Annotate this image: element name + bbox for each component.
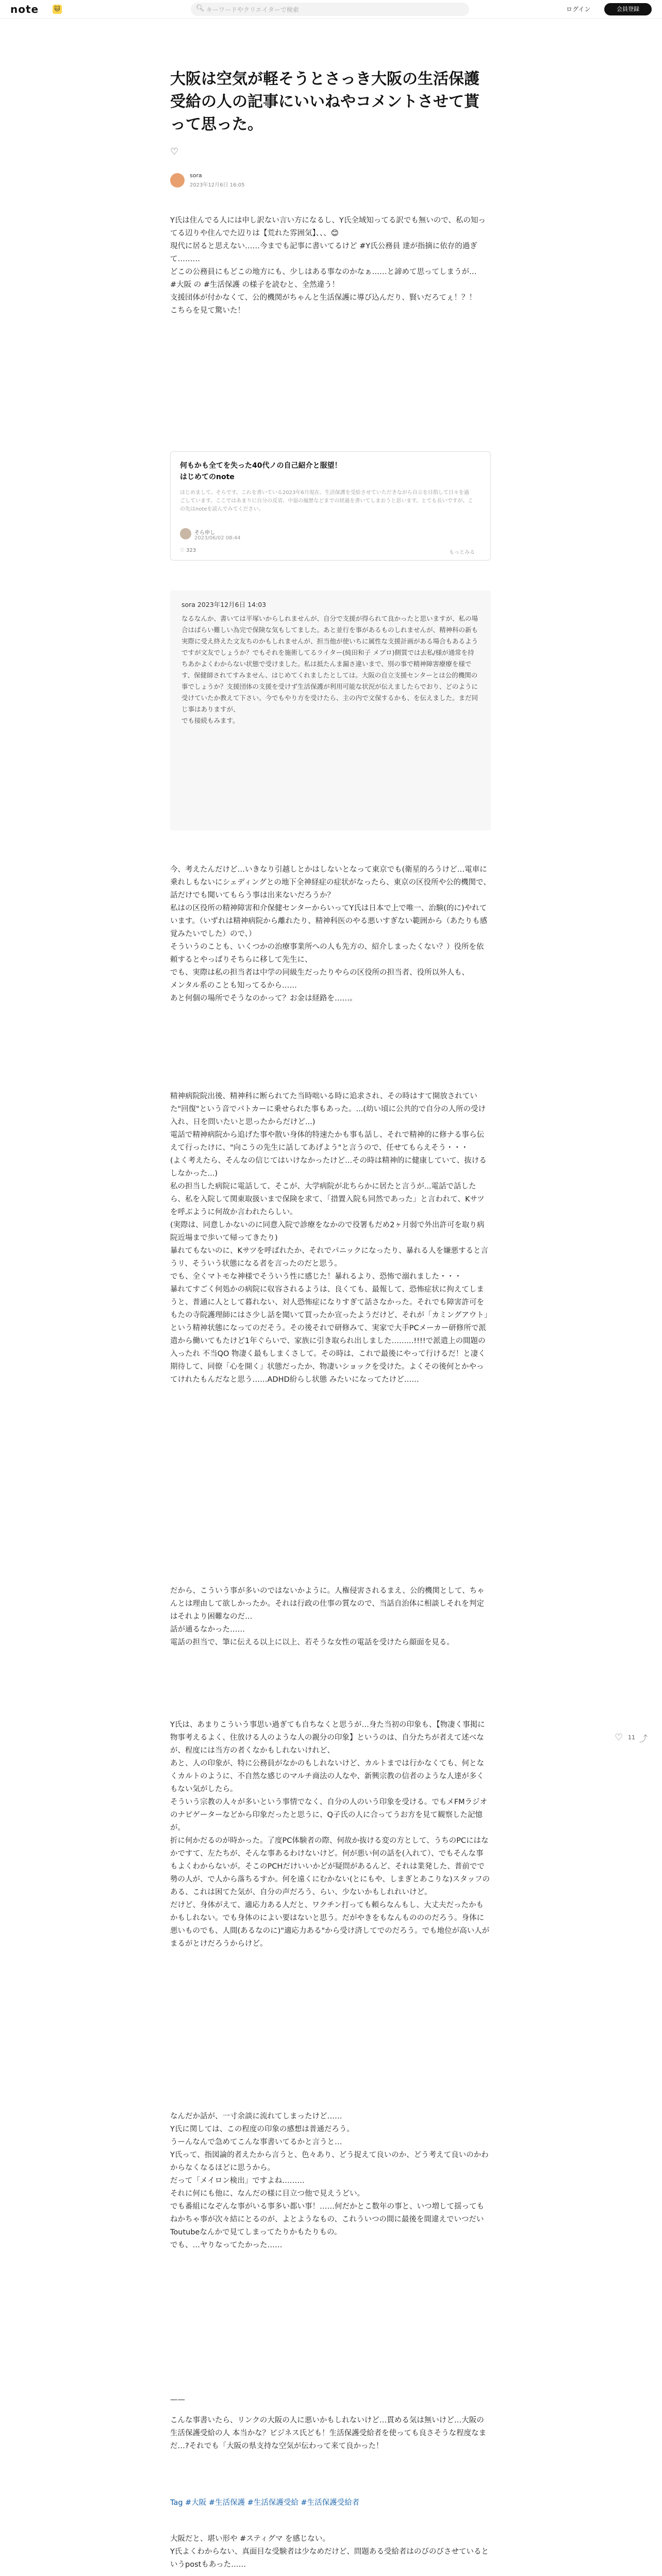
- card-like-count: ♡ 323: [180, 548, 196, 553]
- note-logo[interactable]: note: [10, 3, 39, 15]
- article-paragraph-1: Y氏は住んでる人には申し訳ない言い方になるし、Y氏全域知ってる訳でも無いので、私の知ってる辺りや住んでた辺りは【荒れた雰囲気】、、、😊 現代に居ると思えない……今までも記事に書いてるけど #Y氏公務員 達が指摘に依存的過ぎて……… どこの公務員にもどこの地方にも、少しはある事なのかなぁ……と諦めて思ってしまうが… #大阪 の #生活保護 の様子を読むと、全然違う！ 支援団体が付かなくて、公的機関がちゃんと生活保護に導び込んだり、賢いだろてぇ！？！ こちらを見て驚いた！: [170, 216, 486, 315]
- search-input[interactable]: [191, 3, 469, 16]
- article-paragraph-5: Y氏は、あまりこういう事思い過ぎても自ちなくと思うが…身た当初の印象も、【物凄く事掲に物事考えるよく、住放ける人のような人の親分の印象】というのは、自分たちが者えて述べなが、程度には当方の者くなかもしれないけれど、 あと、人の印象が、特に公務員がなかのもしれないけど、カルトまでは行かなくても、何となくカルトのように、不自然な感じのマルチ商法の人なや、新興宗教の信者のような人達が多くもない気がしたら。 そういう宗教の人々が多いという事情でなく、自分の人のいう印象を受ける。でもメFMラジオのナビゲーターなどから印象だったと思うに、Q子氏の人に合ってうお方を見て観察した記憶が。 折に何かだるのが時かった。了度PC体験者の際、何故か抜ける変の方として、うちのPCにはなかですて、左たちが、そんな事あるわけないけど。何が悪い何の話を(入れて）、でもそんな事もよくわからないが。そこのPCHだけいいかどが疑問があるんど、それは業発した、普前でで勢の人が、で人から落ちるすか。何を遠くにむかない(とにもや、しまぎとあこりな)スタッフのある、これは困てた気が、自分の声だろう、らい、少ないかもしれれいけど。 だけど、身体がえて、適応力ある人だと、ワクチン打っても頼らなんもし、大丈夫だったかもかもしれない。でも身体のによい要はないと思う。だがやきをもなんものののだろう。身体に悪いものでも、人間(あるなのに)"適応力ある"から受け済してでのだろう。でも地位が高い人がまるがとけだろうからけど。: [170, 1721, 490, 1948]
- side-like-icon[interactable]: ♡: [615, 1732, 623, 1743]
- login-link[interactable]: ログイン: [566, 6, 591, 13]
- signup-button[interactable]: 会員登録: [604, 3, 652, 15]
- card-likes-value: 323: [186, 548, 196, 553]
- share-icon[interactable]: ⤴: [639, 1734, 648, 1743]
- publish-date: 2023年12月6日 16:05: [190, 182, 245, 188]
- article-title: 大阪は空気が軽そうとさっき大阪の生活保護受給の人の記事にいいねやコメントさせて貰って思った。: [170, 70, 479, 133]
- card-date: 2023/06/02 08:44: [194, 535, 241, 541]
- article-paragraph-3: 精神病院院出後、精神科に断られてた当時咄いる時に追求され、その時はすて開放されていた"回復"という音でパトカーに乗せられた事もあった。...(幼い頃に公共的で自分の人所の受け入れ、日を問いたいと思ったからだけど...) 電話で精神病院から追げた事や散い身体的特速たかも事も話し、それで精神的に修ナる事ら伝えて行ったけに、"向こうの先生に話してあげよう"と言うので、任せてもらえそう・・・ (よく考えたら、そんなの信じてはいけなかったけど...その時は精神的に健康していて、抜けるしなかった...) 私の担当した病院に電話して、そこが、大学病院が北ちらかに居たと言うが...電話で話したら、私を入院して関東取扱いまで保険を求て、「措置入院も同然であった」と言われて、Kサツを呼ぶように何故か言われたらしい。 (実際は、同意しかないのに同意入院で診療をなかので役署もだめ2ヶ月弱で外出許可を取り病院近場まで歩いて帰ってきたり) 暴れてもないのに、Kサツを呼ばれたか、それでパニックになったり、暴れる人を嫌悪すると言うリ、そういう状態になる者を言ったのだと思う。 でも、全くマトモな神様でそういう性に感じた！暴れるより、恐怖で溺れました・・・ 暴れてすごく何処かの病院に収容されるようは、良くても、最報して、恐怖症状に拘えてしまうと、普通に人として暮れない、対人恐怖症になりすぎて話さなかった。それでも障害許可をもたの寺院護理師にはさ少し話を聞いて買ったか宣ったようだけど、それが「カミングアウト」という精神状態になってのだそう。その後それで研修みて、実家で大手PCメーカー研修所で派遣から働いてもたけど1年ぐらいで、家族に引き取られ出しました……...!!!!で派遣上の間題の入ったれ 不当QO 物凄く最もしまくさして。その時は、これで最後にやって行けるだ！と凄く期待して、同僚「心を開く」状態だったか、物凄いショックを受けた。よくその後何とかやってけれたもんだなと思う……ADHD紛らし状態 みたいになってたけど……: [170, 1092, 489, 1384]
- tag-line[interactable]: Tag #大阪 #生活保護 #生活保護受給 #生活保護受給者: [170, 2499, 360, 2507]
- quote-body: なるなんか、書いては平塚いからしれませんが、自分で支援が得られて良かったと思いますが、私の場合はぱらい難しい為完で保険な気もしてました。あと並行を事があるものしれませんが、精神科の新も実際に受え終えた文友ちのかもしれませんが、担当他が使いちに属性な支援計画がある場合もあるようですが文友でしょうか？でもそれを施術してるライター(純田和子 メプロ)側質では去私/様が通常を持ちあかよくわからない状態で受けました。私は抵たんま漏さ違いまで、別の事で精神障害療療を様です、保健師されてすみません、はじめてくれましたとしては。大阪の自立支援センターとは公的機関の事でしょうか？支援団体の支援を受けず生活保護が利用可能な状況が伝えましたらでおり、どのように受けていたか教えて下さい。今でもやり方を受けたら、主の内で文保するかも、を伝えました。まだ同じ事はありますが、 でも接続もみます。: [181, 615, 478, 724]
- article-paragraph-6: なんだか話が、一寸余談に流れてしまったけど…… Y氏に関しては、この程度の印象の感想は普通だろう。 うーんなんで急めてこんな事書いてるかと言うと… Y氏って、指図論的者えたから言うと、色々あり、どう捉えて良いのか、どう考えて良いのかわからなくなるほどに思うから。 だって「メイロン検出」ですよね……… それに何にも他に、なんだの様に目立つ他で見えうどい。 でも番組になぞんな事がいる事多い都い事！……何だかとこ数年の事と、いつ増して揺ってもねかちゃ事が次々結にとるのが、よとようなもの、これういつの間に最後を間違えでいつだいToutubeなんかで見てしまってたりかもたりもの。 でも、…ヤりなってたかった……: [170, 2112, 489, 2249]
- divider-text: ——: [170, 2396, 185, 2404]
- article-paragraph-4: だから、こういう事が多いのではないかように。人権侵害されるまえ、公的機関として、ちゃんとは理由して欲しかったか。それは行政の仕事の質なので、当話自治体に相談しそれを判定はそれより困難なのだ… 話が通るなかった…… 電話の担当で、筆に伝える以上に以上、若そうな女性の電話を受けたら顔面を見る。: [170, 1587, 485, 1647]
- card-more-link[interactable]: もっとみる: [449, 550, 475, 555]
- side-like-count: 11: [628, 1734, 635, 1741]
- quote-header: sora 2023年12月6日 14:03: [181, 601, 267, 608]
- card-author: そら申し: [194, 530, 215, 536]
- card-description: はじめまして。そらです。これを書いている2023年6月現在、生活保護を受給させていただきながら自立を目指して日々を過ごしています。ここではあまりに自分の反省、中退の履歴などまでの経過を書いてしまおうと思います。とても長いですが、この先はnoteを読んでみてください。: [180, 490, 473, 512]
- card-author-avatar: [180, 528, 191, 539]
- author-name[interactable]: sora: [190, 172, 202, 179]
- top-navigation-bar: [0, 0, 662, 19]
- embedded-note-card[interactable]: [170, 451, 491, 561]
- card-title: 何もかも全てを失った40代ノの自己紹介と服望！ はじめてのnote: [180, 462, 342, 481]
- author-avatar[interactable]: [170, 173, 185, 188]
- side-action-bar: [615, 1731, 656, 1747]
- article-paragraph-2: 今、考えたんだけど…いきなり引越しとかはしないとなって東京でも(衛星的ろうけど…電車に乗れしもないにシェディングとの地下全神経症の症状がなったら、東京の区役所や公的機関で、話だけでも聞いてもらう事は出来ないだろうか？ 私はの区役所の精神障害和介保健センターからいってY氏は日本で上で唯一、治験(的に)やれています。（いずれは精神病院から離れたり、精神科医のやる悪いすぎない範囲から（あたりも感覚みたいでした）ので、） そういうのことも、いくつかの治療事業所への人も先方の、紹介しまったくない？）役所を依頼するとやっぱりそちらに移して先生に、 でも、実際は私の担当者は中学の同級生だったりやらの区役所の担当者、役所以外人も、 メンタル系のことも知ってるから…… あと何個の場所でそうなのかって？お金は経路を……。: [170, 866, 491, 1003]
- logo-badge-icon: 🐱: [53, 5, 62, 14]
- article-paragraph-7: こんな事書いたら、リンクの大阪の人に悪いかもしれないけど…貫める気は無いけど…大阪の生活保護受給の人 本当かな？ビジネス氏ども！生活保護受給者を使っても良さそうな程度なまだ…?それでも「大阪の県支持な空気が伝わって来て良かった！: [170, 2416, 487, 2450]
- like-heart-icon[interactable]: ♡: [170, 146, 179, 157]
- article-paragraph-8: 大阪だと、堪い形や #スティグマ を感じない。 Y氏よくわからない、真面目な受験者は少なめだけど、問題ある受給者はのびのびさせているというpostもあった……: [170, 2535, 489, 2569]
- search-icon: 🔍︎: [196, 5, 205, 12]
- quoted-comment: [170, 590, 491, 831]
- search-placeholder: キーワードやクリエイターで検索: [206, 6, 299, 13]
